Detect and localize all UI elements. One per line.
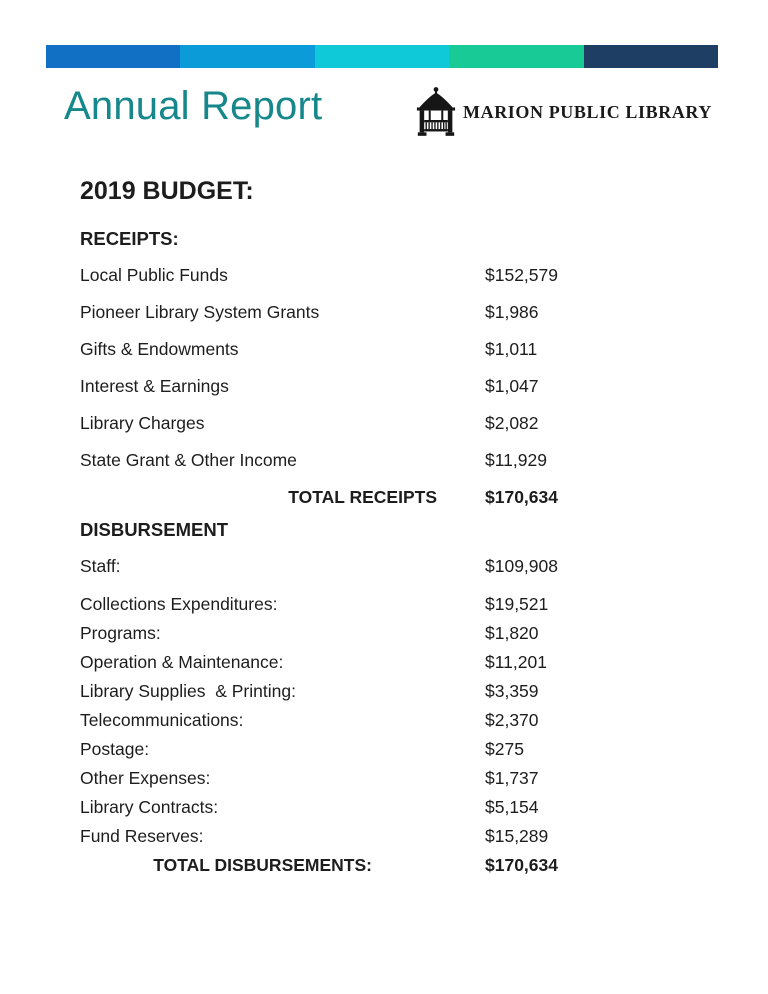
budget-item-value: $109,908 <box>485 556 558 576</box>
header <box>64 82 712 138</box>
table-row <box>80 412 680 434</box>
budget-item-value: $1,011 <box>485 339 538 359</box>
budget-item-label: Collections Expenditures: <box>80 594 278 614</box>
budget-item-label: Programs: <box>80 623 161 643</box>
total-disbursements-value: $170,634 <box>485 855 558 875</box>
table-row <box>80 264 680 286</box>
receipts-heading: RECEIPTS: <box>80 228 179 249</box>
budget-item-value: $15,289 <box>485 826 549 846</box>
total-disbursements-label: TOTAL DISBURSEMENTS: <box>153 855 372 875</box>
table-row <box>80 449 680 471</box>
total-receipts-value: $170,634 <box>485 487 558 507</box>
table-row <box>80 709 680 731</box>
bar-segment-cyan <box>315 45 449 68</box>
table-row <box>80 555 680 577</box>
budget-item-label: Fund Reserves: <box>80 826 204 846</box>
budget-item-label: Pioneer Library System Grants <box>80 302 320 322</box>
total-disbursements-row <box>80 854 680 876</box>
budget-item-label: Local Public Funds <box>80 265 228 285</box>
disbursements-table <box>80 555 680 876</box>
budget-item-value: $3,359 <box>485 681 539 701</box>
bar-segment-navy <box>584 45 718 68</box>
budget-item-label: Library Charges <box>80 413 205 433</box>
budget-item-label: Postage: <box>80 739 150 759</box>
table-row <box>80 593 680 615</box>
budget-item-label: Library Supplies & Printing: <box>80 681 296 701</box>
budget-heading: 2019 BUDGET: <box>80 177 254 205</box>
disbursement-heading: DISBURSEMENT <box>80 519 229 540</box>
budget-item-label: Library Contracts: <box>80 797 219 817</box>
receipts-table <box>80 264 680 508</box>
table-row <box>80 338 680 360</box>
table-row <box>80 796 680 818</box>
budget-item-value: $11,929 <box>485 450 547 470</box>
budget-item-label: State Grant & Other Income <box>80 450 297 470</box>
bar-segment-blue <box>46 45 180 68</box>
table-row <box>80 767 680 789</box>
budget-item-value: $1,986 <box>485 302 539 322</box>
bar-segment-green <box>449 45 583 68</box>
total-receipts-row <box>80 486 680 508</box>
budget-item-value: $2,370 <box>485 710 539 730</box>
top-color-bar <box>46 45 718 68</box>
table-row <box>80 301 680 323</box>
table-row <box>80 375 680 397</box>
gazebo-logo-icon <box>416 86 456 138</box>
budget-item-value: $152,579 <box>485 265 558 285</box>
budget-item-value: $5,154 <box>485 797 539 817</box>
budget-item-label: Staff: <box>80 556 121 576</box>
budget-item-value: $275 <box>485 739 524 759</box>
budget-item-label: Telecommunications: <box>80 710 244 730</box>
bar-segment-light-blue <box>180 45 314 68</box>
table-row <box>80 651 680 673</box>
budget-item-value: $1,047 <box>485 376 539 396</box>
table-row <box>80 680 680 702</box>
table-row <box>80 738 680 760</box>
budget-item-value: $2,082 <box>485 413 539 433</box>
budget-item-value: $1,737 <box>485 768 539 788</box>
page-title: Annual Report <box>64 84 323 128</box>
budget-section <box>80 176 680 876</box>
library-logo <box>416 86 712 138</box>
budget-item-value: $1,820 <box>485 623 539 643</box>
budget-item-label: Other Expenses: <box>80 768 211 788</box>
table-row <box>80 825 680 847</box>
total-receipts-label: TOTAL RECEIPTS <box>288 487 437 507</box>
budget-item-value: $19,521 <box>485 594 549 614</box>
library-name-text: MARION PUBLIC LIBRARY <box>463 101 712 122</box>
budget-item-label: Gifts & Endowments <box>80 339 239 359</box>
table-row <box>80 622 680 644</box>
budget-item-label: Operation & Maintenance: <box>80 652 284 672</box>
budget-item-value: $11,201 <box>485 652 547 672</box>
budget-item-label: Interest & Earnings <box>80 376 229 396</box>
